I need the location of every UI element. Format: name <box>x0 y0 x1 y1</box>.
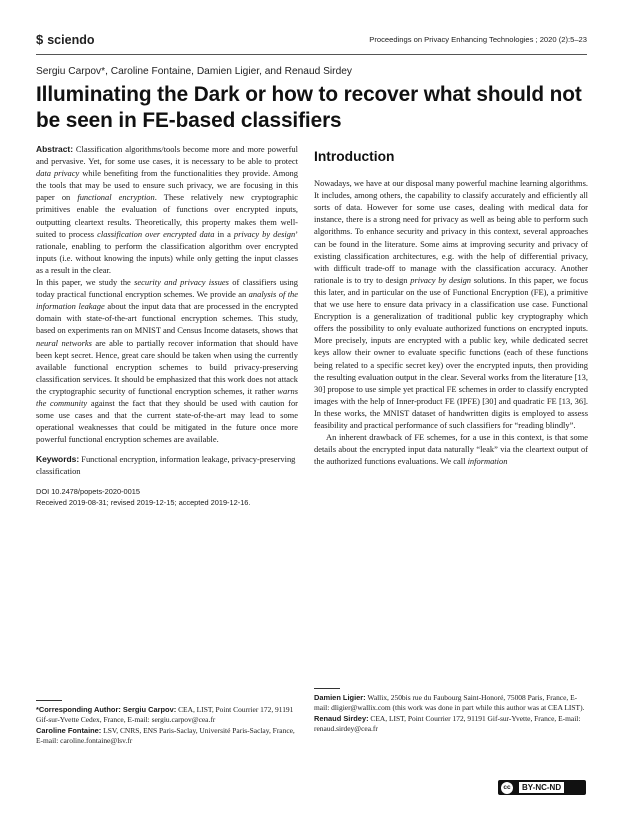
footnote-item: Caroline Fontaine: LSV, CNRS, ENS Paris-Saclay, Université Paris-Saclay, France, E-mail: caroline.fontaine@lsv.fr <box>36 725 295 746</box>
publisher-name: sciendo <box>47 32 95 47</box>
creative-commons-icon: cc <box>501 782 513 794</box>
left-column <box>36 143 298 508</box>
abstract-label: Abstract: <box>36 144 74 154</box>
section-heading-introduction: Introduction <box>314 149 395 164</box>
footnotes-right <box>314 688 588 735</box>
sciendo-logo-icon: $ <box>36 32 44 47</box>
footnotes-left <box>36 700 298 747</box>
footnote-rule <box>36 700 62 701</box>
right-column <box>314 143 588 467</box>
license-text: BY-NC-ND <box>519 782 564 793</box>
paper-title: Illuminating the Dark or how to recover what should not be seen in FE-based classifiers <box>36 83 582 132</box>
license-badge[interactable] <box>498 780 586 795</box>
abstract-paragraph-2: In this paper, we study the security and privacy issues of classifiers using today practical functional encryption schemes. We provide an analysis of the information leakage about the input data that are processed in the encrypted domain with state-of-the-art functional encryption schemes. This study, based on experiments ran on MNIST and Census Income datasets, shows that neural networks are able to partially recover information that should have been kept secret. Hence, great care should be taken when using the currently available functional encryption schemes to build privacy-preserving classification services. It should be emphasized that this work does not attack the cryptographic security of functional encryption schemes, it rather warns the community against the fact that they should be used with caution for some use cases and that the current state-of-the-art may lead to some operational weaknesses that could be mitigated in the future once more powerful functional encryption schemes are available. <box>36 277 298 445</box>
received-dates: Received 2019-08-31; revised 2019-12-15; accepted 2019-12-16. <box>36 497 251 507</box>
footnote-item: *Corresponding Author: Sergiu Carpov: CEA, LIST, Point Courrier 172, 91191 Gif-sur-Yvette Cedex, France, E-mail: sergiu.carpov@cea.fr <box>36 705 294 725</box>
footnote-item: Renaud Sirdey: CEA, LIST, Point Courrier 172, 91191 Gif-sur-Yvette, France, E-mail: renaud.sirdey@cea.fr <box>314 713 581 734</box>
keywords-text: Functional encryption, information leakage, privacy-preserving classification <box>36 454 296 477</box>
intro-paragraph-1: Nowadays, we have at our disposal many powerful machine learning algorithms. It includes, among others, the capability to classify accurately and efficiently all sorts of data. However for some use cases, dealing with medical data for instance, there is a strong need for privacy as well as being able to perform such algorithms. To enhance security and privacy in this context, several approaches can be found in the literature. Some aims at improving security and privacy of existing classification architectures, e.g. with the help of differential privacy, with difficult trade-off to manage with the classification accuracy. Another rationale is to try to design privacy by design solutions. In this paper, we focus this later, and in particular on the use of Functional Encryption (FE), a primitive that we use here to ensure data privacy in a classification use case. Functional Encryption is a generalization of traditional public key cryptography which offers the possibility to only evaluate authorized functions on encrypted inputs. More precisely, inputs are encrypted with a public key, while dedicated secret keys allow their owner to evaluate specific functions (each of these functions being related to a specific secret key) over the encrypted inputs, then providing the resulting evaluation output in the clear. Several works from the literature [13, 30] propose to use simple yet practical FE schemes in order to classify encrypted images with the help of Inner-product FE (IPFE) [30] and quadratic FE [13, 36]. In these works, the MNIST dataset of handwritten digits is employed to assess feasibility and practical performance of such classifiers for “reading blindly”. <box>314 178 588 430</box>
author-list: Sergiu Carpov*, Caroline Fontaine, Damien Ligier, and Renaud Sirdey <box>36 66 352 77</box>
page-header <box>36 32 587 50</box>
keywords <box>36 453 298 477</box>
footnote-rule <box>314 688 340 689</box>
journal-citation: Proceedings on Privacy Enhancing Technologies ; 2020 (2):5–23 <box>369 35 587 44</box>
publisher-logo <box>36 32 94 47</box>
abstract-paragraph-1 <box>36 143 298 276</box>
intro-paragraph-2: An inherent drawback of FE schemes, for a use in this context, is that some details about the encrypted input data naturally “leak” via the cleartext output of the authorized functions evaluations. We call information <box>314 432 588 467</box>
footnote-item: Damien Ligier: Wallix, 250bis rue du Faubourg Saint-Honoré, 75008 Paris, France, E-mail: dligier@wallix.com (this work was done in part while this author was at CEA LIST). <box>314 693 585 713</box>
keywords-label: Keywords: <box>36 454 80 465</box>
abstract-p1-text: Classification algorithms/tools become more and more powerful and pervasive. Yet, for some use cases, it is necessary to be able to protect data privacy while benefiting from the functionalities they provide. Among the tools that may be used to ensure such privacy, we are focusing in this paper on functional encryption. These relatively new cryptographic primitives enable the evaluation of functions over encrypted inputs, outputting cleartext results. Theoretically, this property makes them well-suited to process classification over encrypted data in a privacy by design’ rationale, enabling to perform the classification algorithm over encrypted inputs (i.e. without knowing the inputs) while only getting the input classes as a result in the clear. <box>36 144 299 275</box>
header-divider <box>36 54 587 55</box>
doi: DOI 10.2478/popets-2020-0015 <box>36 486 140 496</box>
